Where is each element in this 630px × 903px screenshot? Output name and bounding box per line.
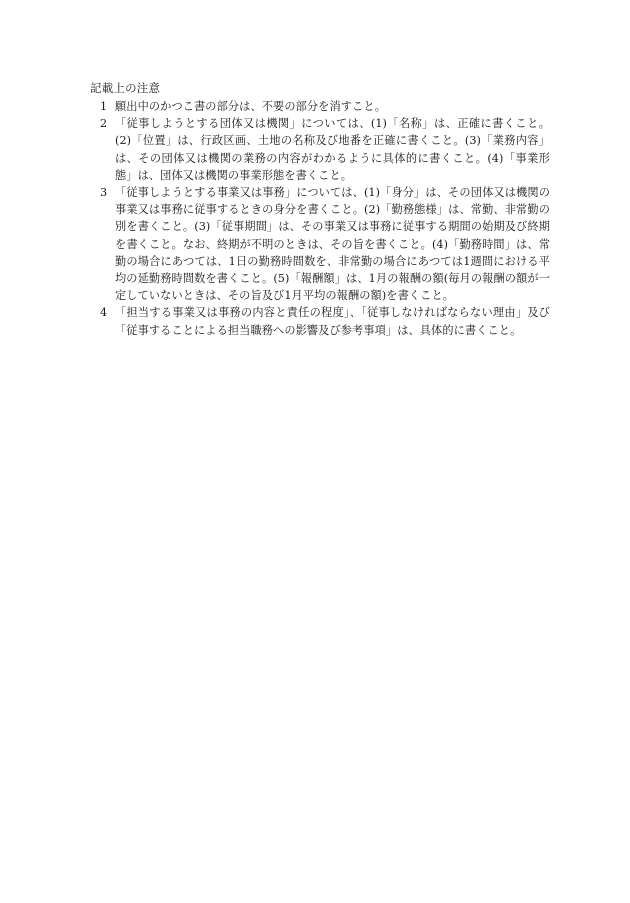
note-item-1 [90, 98, 550, 115]
note-text: 「従事しようとする事業又は事務」については、(1)「身分」は、その団体又は機関の事業又は事務に従事するときの身分を書くこと。(2)「勤務態様」は、常勤、非常勤の別を書くこと。(3)「従事期間」は、その事業又は事務に従事する期間の始期及び終期を書くこと。なお、終期が不明のときは、その旨を書くこと。(4)「勤務時間」は、常勤の場合にあつては、1日の勤務時間数を、非常勤の場合にあつては1週間における平均の延勤務時間数を書くこと。(5)「報酬額」は、1月の報酬の額(毎月の報酬の額が一定していないときは、その旨及び1月平均の報酬の額)を書くこと。 [115, 186, 550, 303]
note-item-4 [90, 304, 550, 338]
note-text: 願出中のかつこ書の部分は、不要の部分を消すこと。 [115, 100, 386, 113]
note-item-3 [90, 184, 550, 304]
note-text: 「担当する事業又は事務の内容と責任の程度」、「従事しなければならない理由」及び「従事することによる担当職務への影響及び参考事項」は、具体的に書くこと。 [115, 306, 550, 337]
note-text: 「従事しようとする団体又は機関」については、(1)「名称」は、正確に書くこと。(2)「位置」は、行政区画、土地の名称及び地番を正確に書くこと。(3)「業務内容」は、その団体又は機関の業務の内容がわかるように具体的に書くこと。(4)「事業形態」は、団体又は機関の事業形態を書くこと。 [115, 117, 550, 182]
note-item-2 [90, 115, 550, 184]
note-number: 3 [100, 186, 108, 200]
section-heading: 記載上の注意 [90, 81, 161, 95]
note-number: 2 [100, 117, 108, 131]
notes-section [90, 80, 550, 339]
note-number: 1 [100, 100, 108, 113]
note-number: 4 [100, 306, 108, 320]
